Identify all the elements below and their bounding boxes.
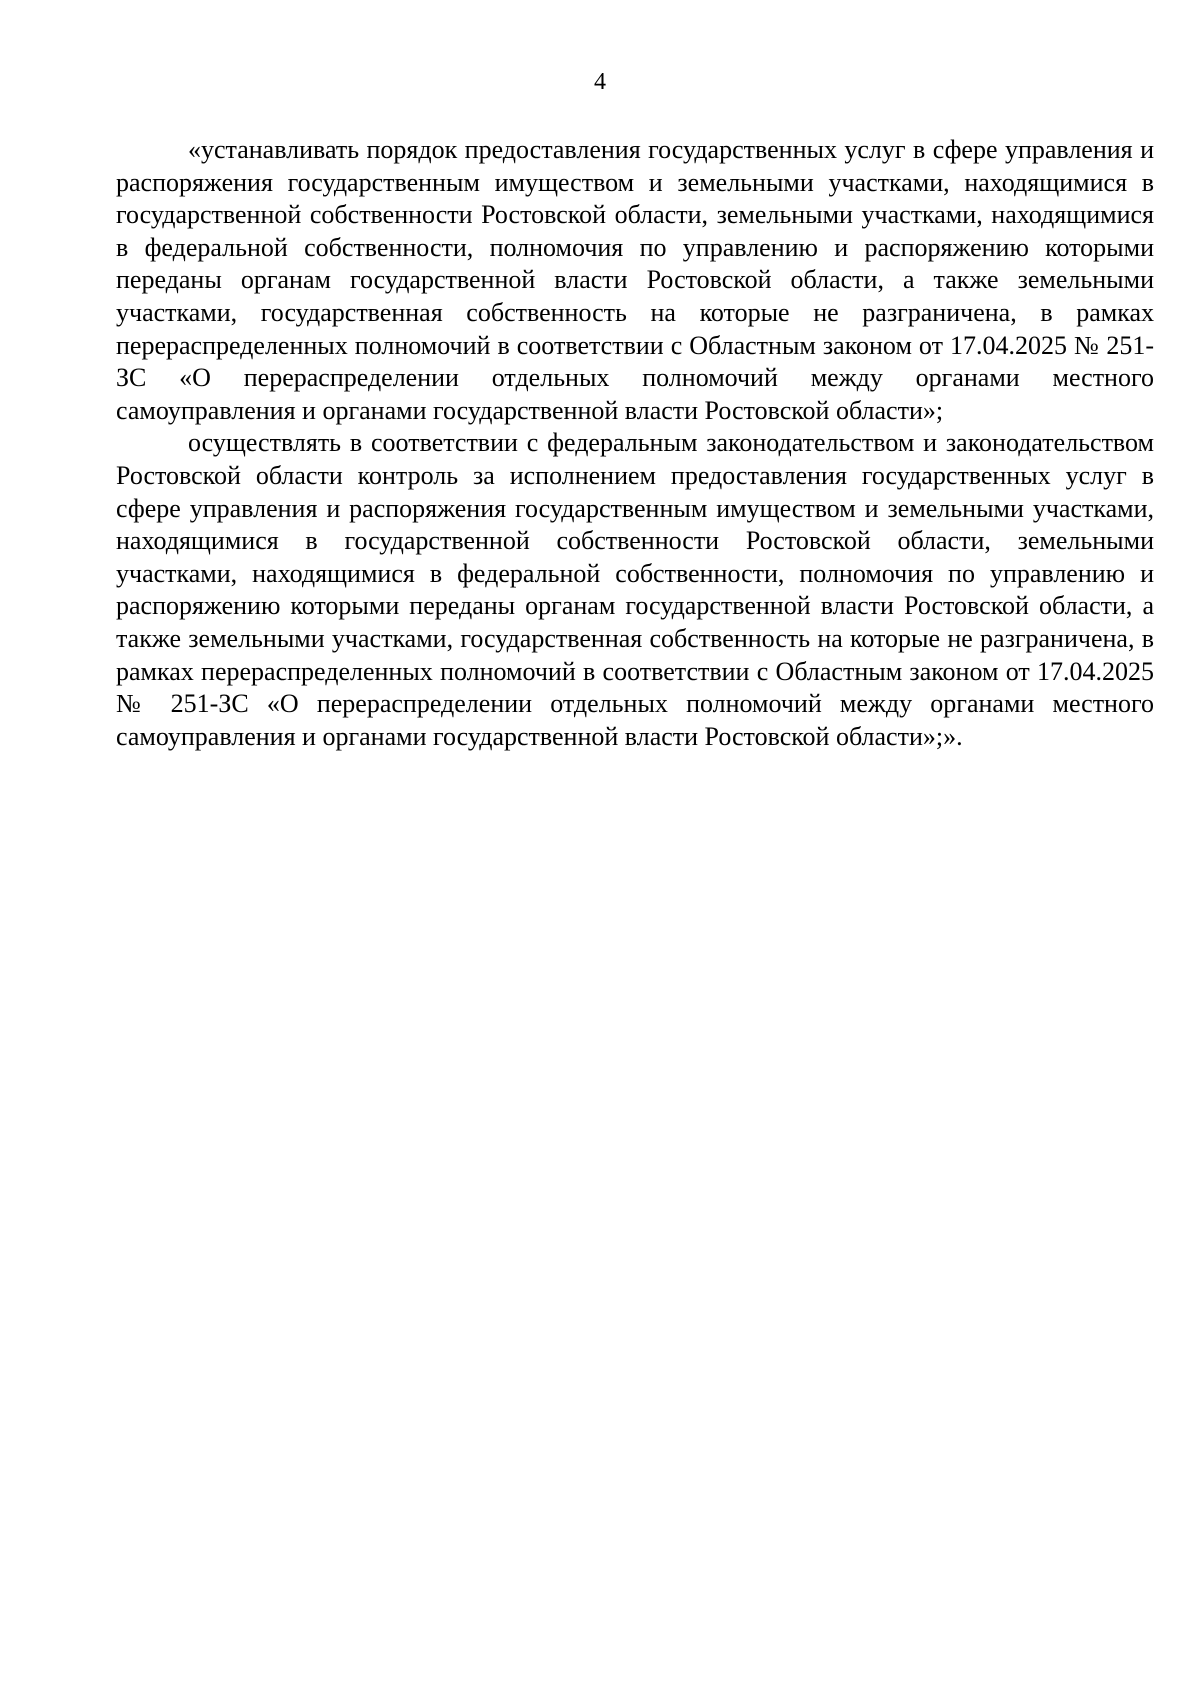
document-body	[116, 134, 1154, 753]
page-number: 4	[594, 69, 606, 95]
paragraph-control-execution: осуществлять в соответствии с федеральным законодательством и законодательством Ростовской области контроль за исполнением предоставления государственных услуг в сфере управления и распоряжения государственным имуществом и земельными участками, находящимися в государственной собственности Ростовской области, земельными участками, находящимися в федеральной собственности, полномочия по управлению и распоряжению которыми переданы органам государственной власти Ростовской области, а также земельными участками, государственная собственность на которые не разграничена, в рамках перераспределенных полномочий в соответствии с Областным законом от 17.04.2025 № 251-ЗС «О перераспределении отдельных полномочий между органами местного самоуправления и органами государственной власти Ростовской области»;».	[116, 428, 1154, 751]
paragraph-establish-procedure: «устанавливать порядок предоставления государственных услуг в сфере управления и распоряжения государственным имуществом и земельными участками, находящимися в государственной собственности Ростовской области, земельными участками, находящимися в федеральной собственности, полномочия по управлению и распоряжению которыми переданы органам государственной власти Ростовской области, а также земельными участками, государственная собственность на которые не разграничена, в рамках перераспределенных полномочий в соответствии с Областным законом от 17.04.2025 № 251-ЗС «О перераспределении отдельных полномочий между органами местного самоуправления и органами государственной власти Ростовской области»;	[116, 135, 1154, 425]
